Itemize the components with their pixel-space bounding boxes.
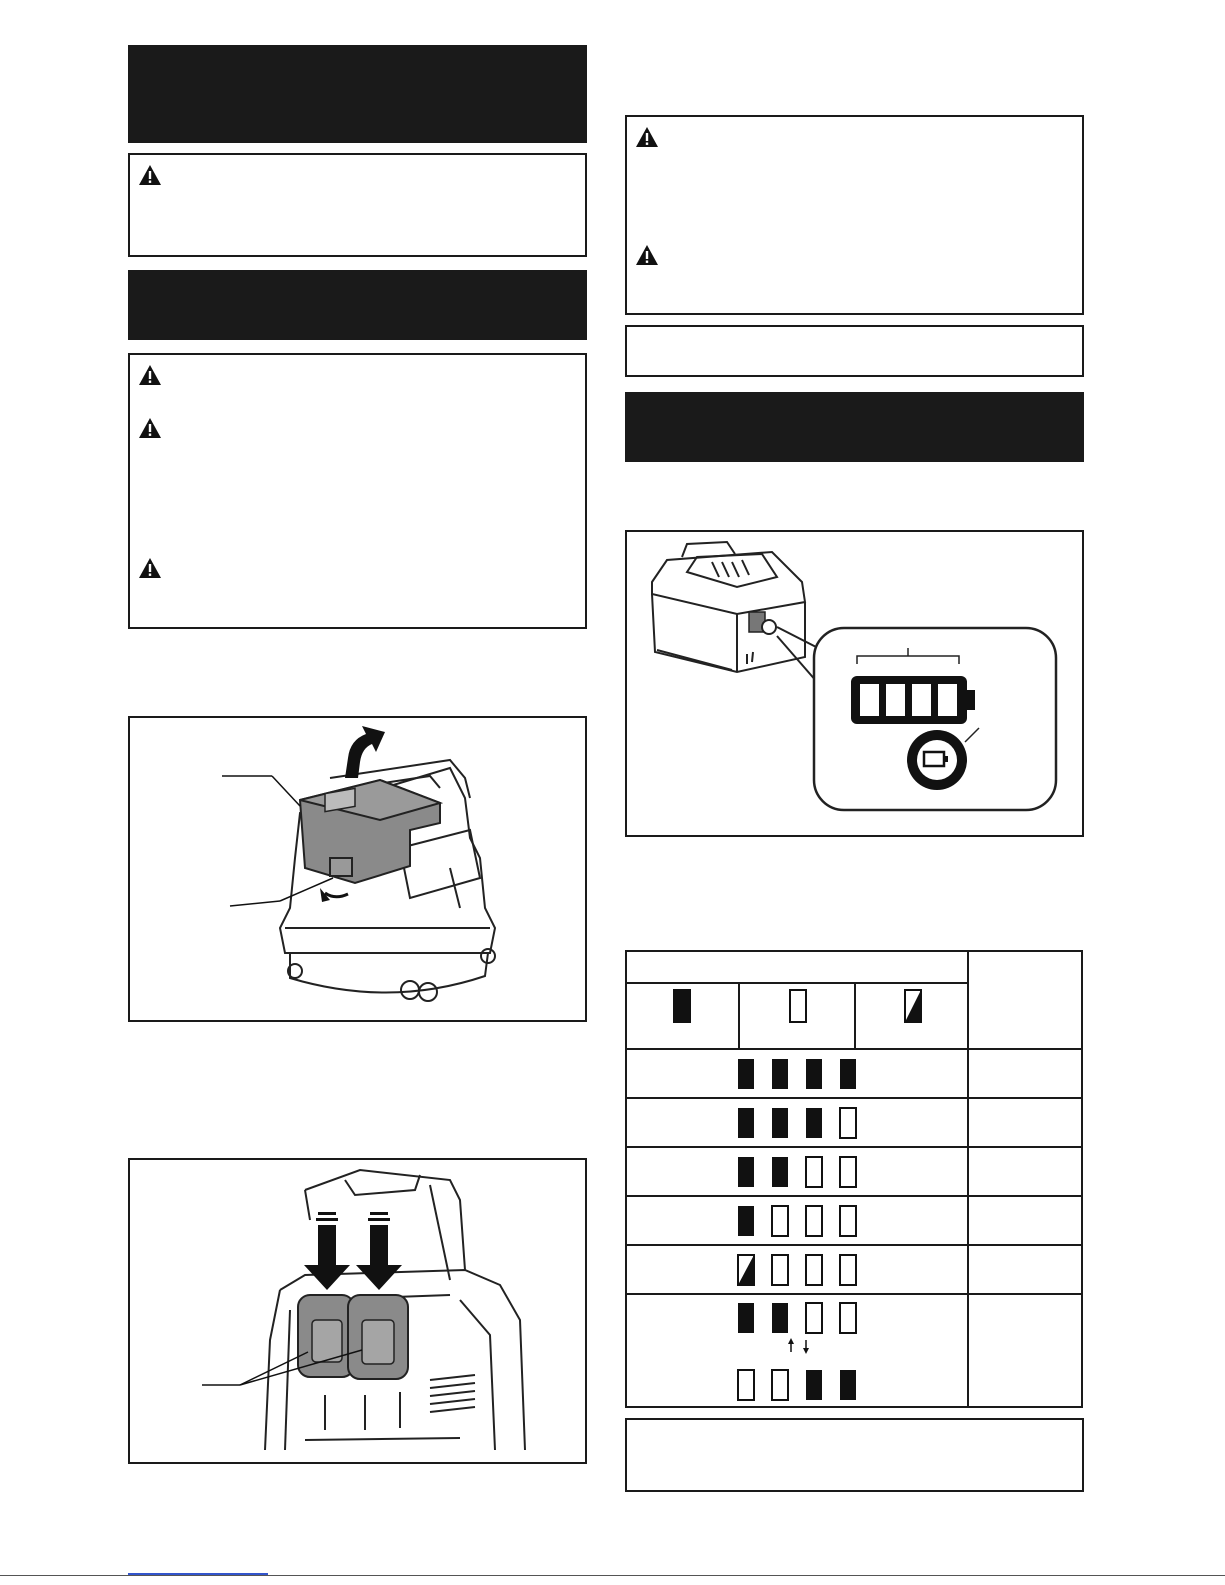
warning-triangle-icon [635,126,659,148]
warning-box-2 [128,353,587,629]
section-heading-bar-2 [128,270,587,340]
indicator-row-blinking [738,1303,856,1400]
warning-box-1 [128,153,587,257]
figure-battery-indicator [625,530,1084,837]
warning-triangle-icon [138,417,162,439]
section-heading-bar-1 [128,45,587,143]
battery-level-table [625,950,1083,1408]
indicator-row-quarter [738,1206,856,1236]
warning-triangle-icon [138,364,162,386]
section-heading-bar-3 [625,392,1084,462]
off-indicator-icon [790,990,806,1022]
battery-level-indicators [627,952,1081,1406]
note-box-1 [625,325,1084,377]
footer-rule [0,1575,1225,1576]
caution-box [625,115,1084,315]
vacuum-cover-illustration [130,718,587,1022]
blinking-indicator-icon [905,990,921,1022]
warning-triangle-icon [138,164,162,186]
footer-link-underline[interactable] [128,1573,268,1575]
indicator-row-full [738,1059,856,1089]
warning-triangle-icon [635,244,659,266]
indicator-row-half [738,1157,856,1187]
figure-battery-cover-removal [128,716,587,1022]
warning-triangle-icon [138,557,162,579]
battery-insertion-illustration [130,1160,587,1464]
indicator-row-low [738,1255,856,1285]
note-box-2 [625,1418,1084,1492]
lit-indicator-icon [674,990,690,1022]
indicator-row-three-quarters [738,1108,856,1138]
figure-battery-insertion [128,1158,587,1464]
battery-indicator-illustration [627,532,1084,837]
